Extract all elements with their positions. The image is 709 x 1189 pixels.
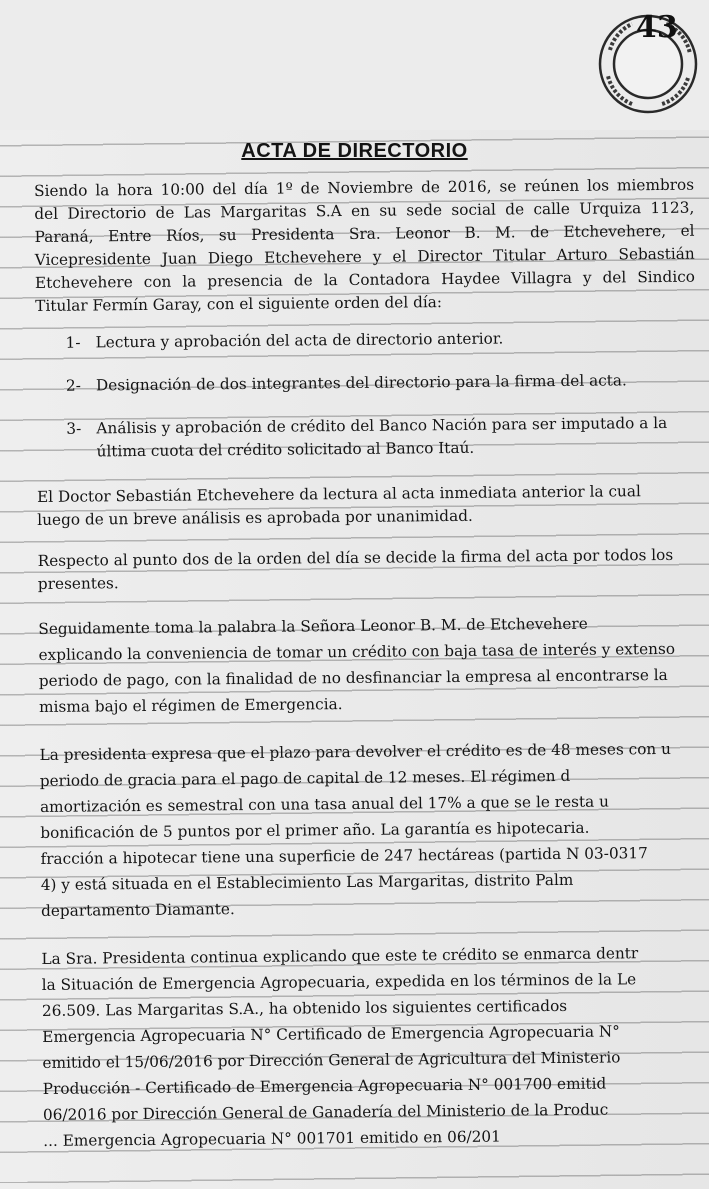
text-line: Seguidamente toma la palabra la Señora Leonor B. M. de Etchevehere bbox=[38, 614, 588, 638]
text-line: Siendo la hora 10:00 del día 1º de Noviembre de 2016, se reúnen los miembros bbox=[34, 175, 695, 200]
text-line: luego de un breve análisis es aprobada por unanimidad. bbox=[37, 506, 473, 529]
paragraph-credit-terms bbox=[39, 735, 709, 924]
text-line: periodo de pago, con la finalidad de no desfinanciar la empresa al encontrarse la bbox=[38, 665, 668, 690]
agenda-item-number: 2- bbox=[65, 376, 81, 395]
agenda-item-number: 1- bbox=[65, 333, 81, 352]
text-line: Titular Fermín Garay, con el siguiente orden del día: bbox=[35, 293, 443, 315]
text-line: Paraná, Entre Ríos, su Presidenta Sra. Leonor B. M. de Etchevehere, el bbox=[34, 221, 695, 246]
agenda-item-3 bbox=[66, 411, 709, 463]
text-line: Emergencia Agropecuaria N° Certificado de Emergencia Agropecuaria N° bbox=[42, 1022, 621, 1046]
agenda-item-text: Designación de dos integrantes del directorio para la firma del acta. bbox=[95, 371, 627, 395]
text-line: El Doctor Sebastián Etchevehere da lectura al acta inmediata anterior la cual bbox=[36, 482, 641, 506]
text-line: ... Emergencia Agropecuaria N° 001701 emitido en 06/201 bbox=[43, 1127, 501, 1150]
text-line: departamento Diamante. bbox=[40, 900, 235, 920]
intro-paragraph bbox=[34, 173, 709, 318]
agenda-item-text: Lectura y aprobación del acta de directorio anterior. bbox=[95, 329, 504, 352]
text-line: La Sra. Presidenta continua explicando que este te crédito se enmarca dentr bbox=[41, 944, 639, 968]
agenda-list bbox=[35, 325, 709, 464]
text-line: misma bajo el régimen de Emergencia. bbox=[38, 695, 343, 716]
text-line: 4) y está situada en el Establecimiento Las Margaritas, distrito Palm bbox=[40, 870, 574, 894]
text-line: explicando la conveniencia de tomar un crédito con baja tasa de interés y extenso bbox=[38, 639, 676, 664]
document-body bbox=[34, 173, 709, 1154]
document-title: ACTA DE DIRECTORIO bbox=[241, 140, 468, 162]
text-line: Vicepresidente Juan Diego Etchevehere y el Director Titular Arturo Sebastián bbox=[34, 244, 695, 269]
text-line: del Directorio de Las Margaritas S.A en su sede social de calle Urquiza 1123, bbox=[34, 198, 695, 223]
text-line: amortización es semestral con una tasa anual del 17% a que se le resta u bbox=[39, 792, 609, 816]
agenda-item-2 bbox=[66, 368, 709, 397]
agenda-item-number: 3- bbox=[66, 419, 82, 438]
text-line: Respecto al punto dos de la orden del día se decide la firma del acta por todos los bbox=[37, 545, 674, 570]
paragraph-emergency-certificates bbox=[41, 939, 709, 1154]
paragraph-reading bbox=[37, 479, 709, 532]
text-line: Etchevehere con la presencia de la Contadora Haydee Villagra y del Sindico bbox=[34, 267, 696, 292]
text-line: 06/2016 por Dirección General de Ganadería del Ministerio de la Produc bbox=[42, 1100, 609, 1124]
text-line: periodo de gracia para el pago de capital de 12 meses. El régimen d bbox=[39, 766, 571, 790]
text-line: 26.509. Las Margaritas S.A., ha obtenido los siguientes certificados bbox=[41, 996, 568, 1020]
text-line: Producción - Certificado de Emergencia Agropecuaria N° 001700 emitid bbox=[42, 1074, 607, 1098]
text-line: presentes. bbox=[37, 574, 119, 593]
agenda-item-1 bbox=[65, 325, 709, 354]
text-line: La presidenta expresa que el plazo para devolver el crédito es de 48 meses con u bbox=[39, 739, 672, 764]
paragraph-signatures bbox=[38, 543, 709, 596]
folio-number: 43 bbox=[636, 10, 678, 45]
text-line: bonificación de 5 puntos por el primer año. La garantía es hipotecaria. bbox=[40, 818, 590, 842]
agenda-item-text: última cuota del crédito solicitado al Banco Itaú. bbox=[96, 438, 475, 461]
paragraph-president-speech bbox=[38, 609, 709, 720]
text-line: emitido el 15/06/2016 por Dirección General de Agricultura del Ministerio bbox=[42, 1048, 621, 1072]
agenda-item-text: Análisis y aprobación de crédito del Banco Nación para ser imputado a la bbox=[96, 413, 668, 438]
text-line: fracción a hipotecar tiene una superficie de 247 hectáreas (partida N 03-0317 bbox=[40, 844, 648, 868]
text-line: la Situación de Emergencia Agropecuaria, expedida en los términos de la Le bbox=[41, 970, 637, 994]
